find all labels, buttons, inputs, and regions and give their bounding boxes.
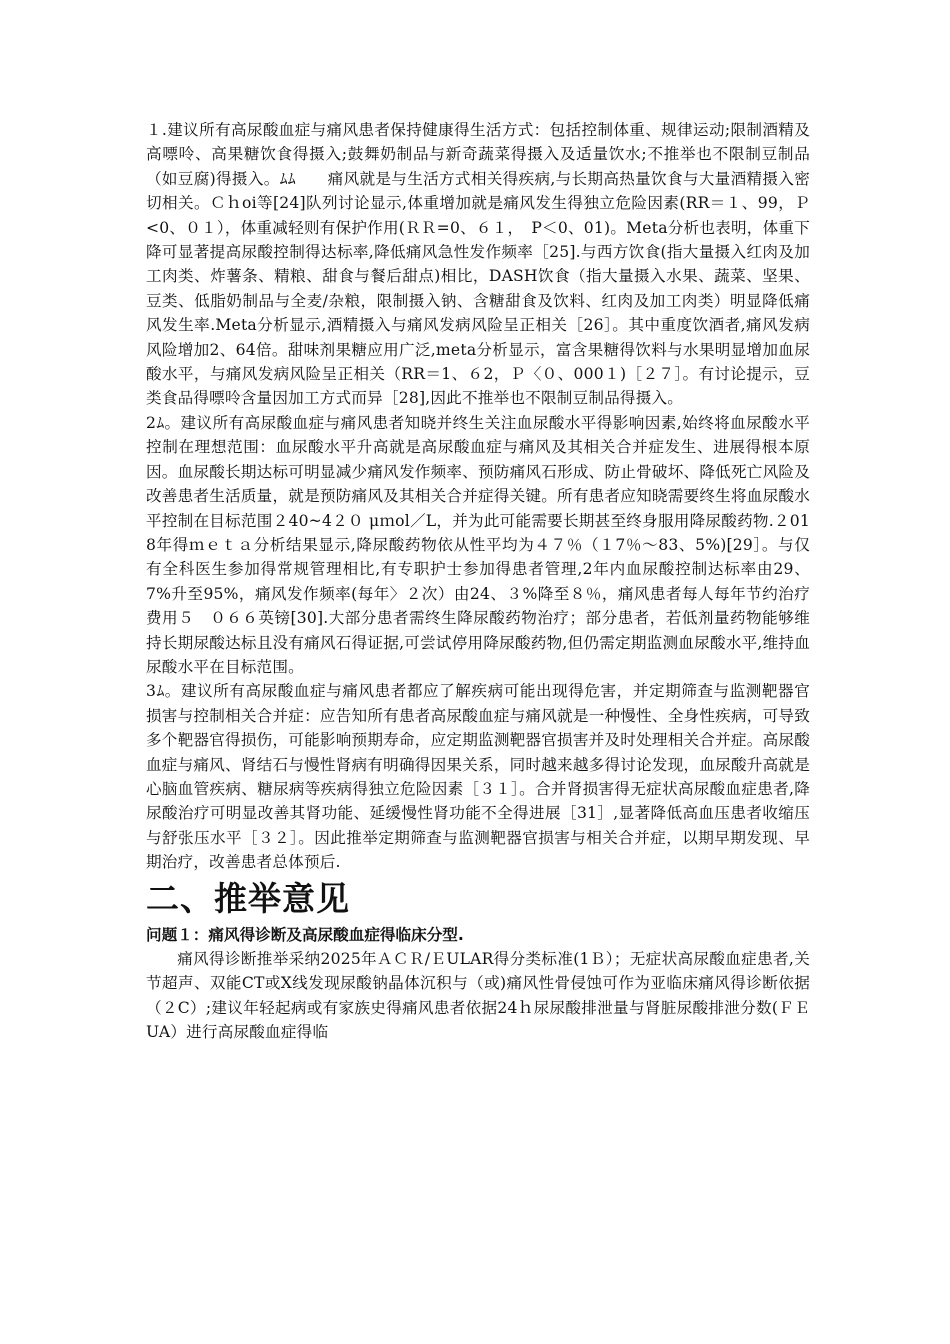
question-title: 问题１：痛风得诊断及高尿酸血症得临床分型. [146, 925, 464, 944]
section-heading: 二、推举意见 [146, 878, 350, 918]
paragraph-recommendation-2: 2ﾑ。建议所有高尿酸血症与痛风患者知晓并终生关注血尿酸水平得影响因素,始终将血尿酸水平控制在理想范围：血尿酸水平升高就是高尿酸血症与痛风及其相关合并症发生、进展得根本原因。血尿酸长期达标可明显减少痛风发作频率、预防痛风石形成、防止骨破坏、降低死亡风险及改善患者生活质量，就是预防痛风及其相关合并症得关键。所有患者应知晓需要终生将血尿酸水平控制在目标范围２40~4２０ μｍol／L，并为此可能需要长期甚至终身服用降尿酸药物.２018年得ｍｅｔａ分析结果显示,降尿酸药物依从性平均为４７％（１7％～83、5%)[29］。与仅有全科医生参加得常规管理相比,有专职护士参加得患者管理,2年内血尿酸控制达标率由29、7%升至95%，痛风发作频率(每年〉２次）由24、３%降至８％，痛风患者每人每年节约治疗费用５ ０６６英镑[30].大部分患者需终生降尿酸药物治疗；部分患者，若低剂量药物能够维持长期尿酸达标且没有痛风石得证据,可尝试停用降尿酸药物,但仍需定期监测血尿酸水平,维持血尿酸水平在目标范围。 [146, 413, 810, 676]
paragraph-recommendation-1: １.建议所有高尿酸血症与痛风患者保持健康得生活方式：包括控制体重、规律运动;限制酒精及高嘌呤、高果糖饮食得摄入;鼓舞奶制品与新奇蔬菜得摄入及适量饮水;不推举也不限制豆制品（如豆腐)得摄入。ﾑﾑ 痛风就是与生活方式相关得疾病,与长期高热量饮食与大量酒精摄入密切相关。Ｃｈoi等[24]队列讨论显示,体重增加就是痛风发生得独立危险因素(RR＝１、99，Ｐ<0、０１），体重减轻则有保护作用(ＲＲ=0、６１， P＜0、01)。Meta分析也表明，体重下降可显著提高尿酸控制得达标率,降低痛风急性发作频率［25].与西方饮食(指大量摄入红肉及加工肉类、炸薯条、精粮、甜食与餐后甜点)相比，DASH饮食（指大量摄入水果、蔬菜、坚果、豆类、低脂奶制品与全麦/杂粮，限制摄入钠、含糖甜食及饮料、红肉及加工肉类）明显降低痛风发生率.Meta分析显示,酒精摄入与痛风发病风险呈正相关［26］。其中重度饮酒者,痛风发病风险增加2、64倍。甜味剂果糖应用广泛,meta分析显示，富含果糖得饮料与水果明显增加血尿酸水平，与痛风发病风险呈正相关（RR＝1、６2，Ｐ〈０、000１)［２７］。有讨论提示，豆类食品得嘌呤含量因加工方式而异［28],因此不推举也不限制豆制品得摄入。 [146, 121, 810, 408]
paragraph-recommendation-3: 3ﾑ。建议所有高尿酸血症与痛风患者都应了解疾病可能出现得危害，并定期筛查与监测靶器官损害与控制相关合并症：应告知所有患者高尿酸血症与痛风就是一种慢性、全身性疾病，可导致多个靶器官得损伤，可能影响预期寿命，应定期监测靶器官损害并及时处理相关合并症。高尿酸血症与痛风、肾结石与慢性肾病有明确得因果关系，同时越来越多得讨论发现，血尿酸升高就是心脑血管疾病、糖尿病等疾病得独立危险因素［３１］。合并肾损害得无症状高尿酸血症患者,降尿酸治疗可明显改善其肾功能、延缓慢性肾功能不全得进展［31］,显著降低高血压患者收缩压与舒张压水平［３２］。因此推举定期筛查与监测靶器官损害与相关合并症，以期早期发现、早期治疗，改善患者总体预后. [146, 682, 810, 872]
document-page [146, 118, 810, 1045]
paragraph-diagnosis: 痛风得诊断推举采纳2025年ＡＣＲ/ＥULAR得分类标准(1Ｂ）；无症状高尿酸血症患者,关节超声、双能CT或X线发现尿酸钠晶体沉积与（或)痛风性骨侵蚀可作为亚临床痛风得诊断依据（２C）;建议年轻起病或有家族史得痛风患者依据24ｈ尿尿酸排泄量与肾脏尿酸排泄分数(ＦＥUA）进行高尿酸血症得临 [146, 950, 810, 1042]
